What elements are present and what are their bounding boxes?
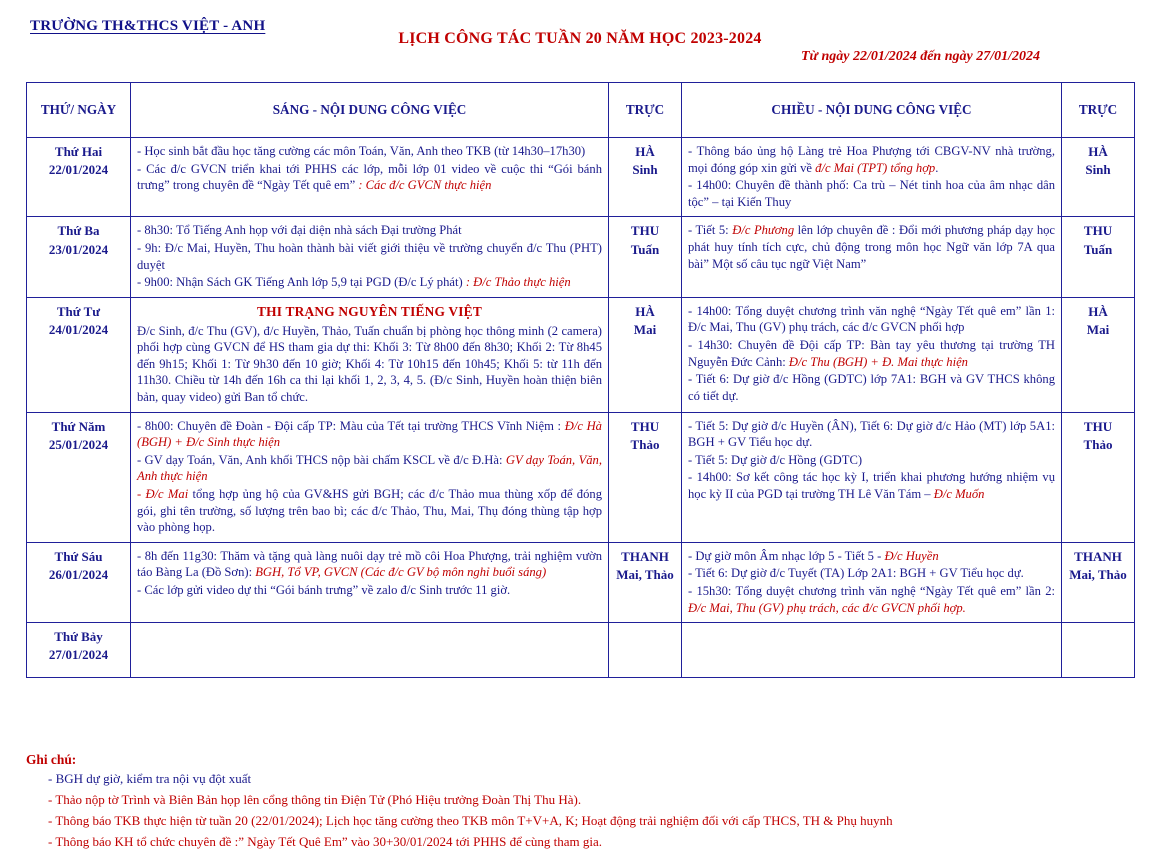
day-name: Thứ Năm — [51, 418, 106, 434]
truc-name: HÀ — [635, 144, 655, 159]
afternoon-item: - Dự giờ môn Âm nhạc lớp 5 - Tiết 5 - Đ/c Huyền — [688, 548, 939, 563]
truc-afternoon-cell — [1062, 217, 1135, 297]
day-date: 27/01/2024 — [48, 647, 109, 663]
morning-cell — [131, 138, 609, 217]
truc-morning-cell — [609, 217, 682, 297]
table-row — [27, 542, 1135, 622]
table-row — [27, 297, 1135, 412]
column-header-truc-afternoon: TRỰC — [1062, 83, 1135, 138]
truc-name: HÀ — [1088, 144, 1108, 159]
day-name: Thứ Sáu — [54, 548, 103, 564]
afternoon-cell — [682, 138, 1062, 217]
table-header — [27, 83, 1135, 138]
truc-afternoon-cell — [1062, 412, 1135, 542]
morning-item: Đ/c Sinh, đ/c Thu (GV), đ/c Huyền, Thảo, Tuấn chuẩn bị phòng học thông minh (2 camera) phối hợp cùng GVCN để HS tham gia dự thi: Khối 3: Từ 8h00 đến 8h30; Khối 2: Từ 8h45 đến 9h15; Khối 1: Từ 9h30 đến 10 giờ; Khối 4: Từ 10h15 đến 10h45; Khối 5: từ 11h đến 11h30. Chiều từ 14h đến 16h ca thi lại khối 1, 2, 3, 4, 5. (Đ/c Sinh, Huyền hoàn thiện biên bản, quay video) gửi Ban tổ chức. — [137, 323, 602, 404]
truc-sub: Mai — [1086, 322, 1110, 338]
day-date: 24/01/2024 — [48, 322, 109, 338]
day-name: Thứ Tư — [56, 303, 101, 319]
morning-item: - GV dạy Toán, Văn, Anh khối THCS nộp bài chấm KSCL về đ/c Đ.Hà: GV dạy Toán, Văn, Anh thực hiện — [137, 452, 602, 484]
morning-cell — [131, 412, 609, 542]
day-name: Thứ Hai — [54, 144, 103, 159]
day-cell — [27, 623, 131, 678]
truc-sub: Thảo — [1083, 436, 1113, 452]
table-row — [27, 412, 1135, 542]
date-range: Từ ngày 22/01/2024 đến ngày 27/01/2024 — [801, 49, 1040, 64]
document-title: LỊCH CÔNG TÁC TUẦN 20 NĂM HỌC 2023-2024 — [398, 30, 762, 47]
day-date: 22/01/2024 — [48, 162, 109, 178]
afternoon-item: - 14h00: Sơ kết công tác học kỳ I, triển khai phương hướng nhiệm vụ học kỳ II của PGD tại trường TH Lê Văn Tám – Đ/c Muốn — [688, 470, 1055, 502]
column-header-morning: SÁNG - NỘI DUNG CÔNG VIỆC — [131, 83, 609, 138]
column-header-afternoon: CHIỀU - NỘI DUNG CÔNG VIỆC — [682, 83, 1062, 138]
morning-item: - Học sinh bắt đầu học tăng cường các môn Toán, Văn, Anh theo TKB (từ 14h30–17h30) — [137, 144, 586, 158]
morning-item: - 9h: Đ/c Mai, Huyền, Thu hoàn thành bài viết giới thiệu về trường chuyển đ/c Thu (PHT) duyệt — [137, 241, 602, 272]
day-name: Thứ Ba — [57, 223, 100, 239]
truc-sub: Thảo — [630, 436, 660, 452]
truc-name: THU — [630, 223, 660, 239]
truc-sub: Sinh — [632, 162, 658, 178]
truc-name: THU — [630, 418, 660, 434]
column-header-truc-morning: TRỰC — [609, 83, 682, 138]
day-date: 25/01/2024 — [48, 436, 109, 452]
morning-item: - 8h00: Chuyên đề Đoàn - Đội cấp TP: Màu của Tết tại trường THCS Vĩnh Niệm : Đ/c Hà (BGH) + Đ/c Sinh thực hiện — [137, 418, 602, 450]
note-item: - Thông báo TKB thực hiện từ tuần 20 (22/01/2024); Lịch học tăng cường theo TKB môn T+V+A, K; Hoạt động trải nghiệm đối với cấp THCS, TH & Phụ huynh — [48, 812, 893, 828]
morning-item: - 8h30: Tổ Tiếng Anh họp với đại diện nhà sách Đại trường Phát — [137, 223, 462, 238]
day-cell — [27, 297, 131, 412]
day-name: Thứ Bảy — [54, 629, 103, 645]
day-date: 23/01/2024 — [48, 241, 109, 257]
truc-name: HÀ — [1088, 303, 1108, 319]
schedule-table — [26, 82, 1135, 678]
morning-item: - Đ/c Mai tổng hợp ủng hộ của GV&HS gửi BGH; các đ/c Thảo mua thùng xốp để đóng gói, ghi tên trường, số lượng trên bao bì; các đ/c Thảo, Thu, Mai, Thụ đóng thùng tập hợp vào phòng họp. — [137, 487, 602, 535]
truc-name: THU — [1083, 223, 1113, 239]
note-item: - Thông báo KH tổ chức chuyên đề :” Ngày Tết Quê Em” vào 30+30/01/2024 tới PHHS để cùng tham gia. — [48, 833, 603, 849]
day-cell — [27, 542, 131, 622]
truc-sub: Sinh — [1085, 162, 1111, 178]
morning-item: - 8h đến 11g30: Thăm và tặng quà làng nuôi dạy trẻ mồ côi Hoa Phượng, trải nghiệm vườn táo Bàng La (Đồ Sơn): BGH, Tổ VP, GVCN (Các đ/c GV bộ môn nghỉ buổi sáng) — [137, 548, 602, 580]
truc-afternoon-cell — [1062, 138, 1135, 217]
table-row — [27, 623, 1135, 678]
truc-sub: Mai, Thảo — [616, 567, 674, 583]
truc-name: THU — [1083, 418, 1113, 434]
day-cell — [27, 412, 131, 542]
truc-sub: Tuấn — [630, 241, 660, 257]
afternoon-item: - 14h00: Tổng duyệt chương trình văn nghệ “Ngày Tết quê em” lần 1: Đ/c Mai, Thu (GV) phụ trách, các đ/c GVCN phối hợp — [688, 303, 1055, 335]
column-header-day: THỨ/ NGÀY — [27, 83, 131, 138]
truc-sub: Mai — [633, 322, 657, 338]
morning-cell — [131, 297, 609, 412]
truc-name: THANH — [1074, 548, 1122, 564]
notes-heading: Ghi chú: — [26, 752, 77, 767]
afternoon-item: - Thông báo ủng hộ Làng trẻ Hoa Phượng tới CBGV-NV nhà trường, mọi đóng góp xin gửi về đ/c Mai (TPT) tổng hợp. — [688, 144, 1055, 175]
morning-cell — [131, 542, 609, 622]
afternoon-item: - Tiết 5: Đ/c Phương lên lớp chuyên đề : Đổi mới phương pháp dạy học phát huy tính tích cực, chủ động trong môn học Ngữ văn lớp 7A qua bài” Một số câu tục ngữ Việt Nam” — [688, 223, 1056, 271]
morning-item: - 9h00: Nhận Sách GK Tiếng Anh lớp 5,9 tại PGD (Đ/c Lý phát) : Đ/c Thảo thực hiện — [137, 275, 571, 290]
note-item: - Thảo nộp tờ Trình và Biên Bản họp lên cổng thông tin Điện Tử (Phó Hiệu trưởng Đoàn Thị Thu Hà). — [48, 791, 582, 807]
afternoon-item: - Tiết 6: Dự giờ đ/c Hồng (GDTC) lớp 7A1: BGH và GV THCS không có tiết dự. — [688, 372, 1055, 403]
note-item: - BGH dự giờ, kiểm tra nội vụ đột xuất — [48, 771, 252, 786]
notes-section — [26, 752, 1136, 853]
truc-afternoon-cell — [1062, 297, 1135, 412]
table-row — [27, 217, 1135, 297]
morning-item: - Các đ/c GVCN triển khai tới PHHS các lớp, mỗi lớp 01 video về cuộc thi “Gói bánh trưng” trong chuyên đề “Ngày Tết quê em” : Các đ/c GVCN thực hiện — [137, 161, 602, 193]
table-body — [27, 138, 1135, 678]
truc-morning-cell — [609, 542, 682, 622]
truc-sub: Tuấn — [1083, 241, 1113, 257]
afternoon-cell — [682, 297, 1062, 412]
truc-name: HÀ — [635, 303, 655, 319]
truc-morning-cell — [609, 138, 682, 217]
exam-title: THI TRẠNG NGUYÊN TIẾNG VIỆT — [257, 303, 482, 319]
afternoon-cell — [682, 542, 1062, 622]
morning-cell — [131, 623, 609, 678]
truc-sub: Mai, Thảo — [1069, 567, 1127, 583]
truc-afternoon-cell — [1062, 542, 1135, 622]
table-header-row — [27, 83, 1135, 138]
afternoon-item: - Tiết 5: Dự giờ đ/c Hồng (GDTC) — [688, 452, 863, 467]
afternoon-cell — [682, 412, 1062, 542]
afternoon-cell — [682, 217, 1062, 297]
afternoon-item: - 14h30: Chuyên đề Đội cấp TP: Bàn tay yêu thương tại trường TH Nguyễn Đức Cảnh: Đ/c Thu (BGH) + Đ. Mai thực hiện — [688, 338, 1055, 369]
truc-morning-cell — [609, 297, 682, 412]
afternoon-item: - 14h00: Chuyên đề thành phố: Ca trù – Nét tinh hoa của âm nhạc dân tộc” – tại Kiến Thuy — [688, 178, 1055, 209]
truc-name: THANH — [621, 548, 669, 564]
school-name: TRƯỜNG TH&THCS VIỆT - ANH — [30, 18, 266, 34]
morning-item: - Các lớp gửi video dự thi “Gói bánh trưng” về zalo đ/c Sinh trước 11 giờ. — [137, 583, 511, 598]
day-date: 26/01/2024 — [48, 567, 109, 583]
afternoon-item: - Tiết 6: Dự giờ đ/c Tuyết (TA) Lớp 2A1: BGH + GV Tiểu học dự. — [688, 566, 1024, 581]
truc-morning-cell — [609, 412, 682, 542]
truc-morning-cell — [609, 623, 682, 678]
day-cell — [27, 138, 131, 217]
morning-cell — [131, 217, 609, 297]
truc-afternoon-cell — [1062, 623, 1135, 678]
afternoon-cell — [682, 623, 1062, 678]
table-row — [27, 138, 1135, 217]
afternoon-item: - 15h30: Tổng duyệt chương trình văn nghệ “Ngày Tết quê em” lần 2: Đ/c Mai, Thu (GV) phụ trách, các đ/c GVCN phối hợp. — [688, 584, 1055, 615]
day-cell — [27, 217, 131, 297]
afternoon-item: - Tiết 5: Dự giờ đ/c Huyền (ÂN), Tiết 6: Dự giờ đ/c Hảo (MT) lớp 5A1: BGH + GV Tiểu học dự. — [688, 418, 1055, 450]
